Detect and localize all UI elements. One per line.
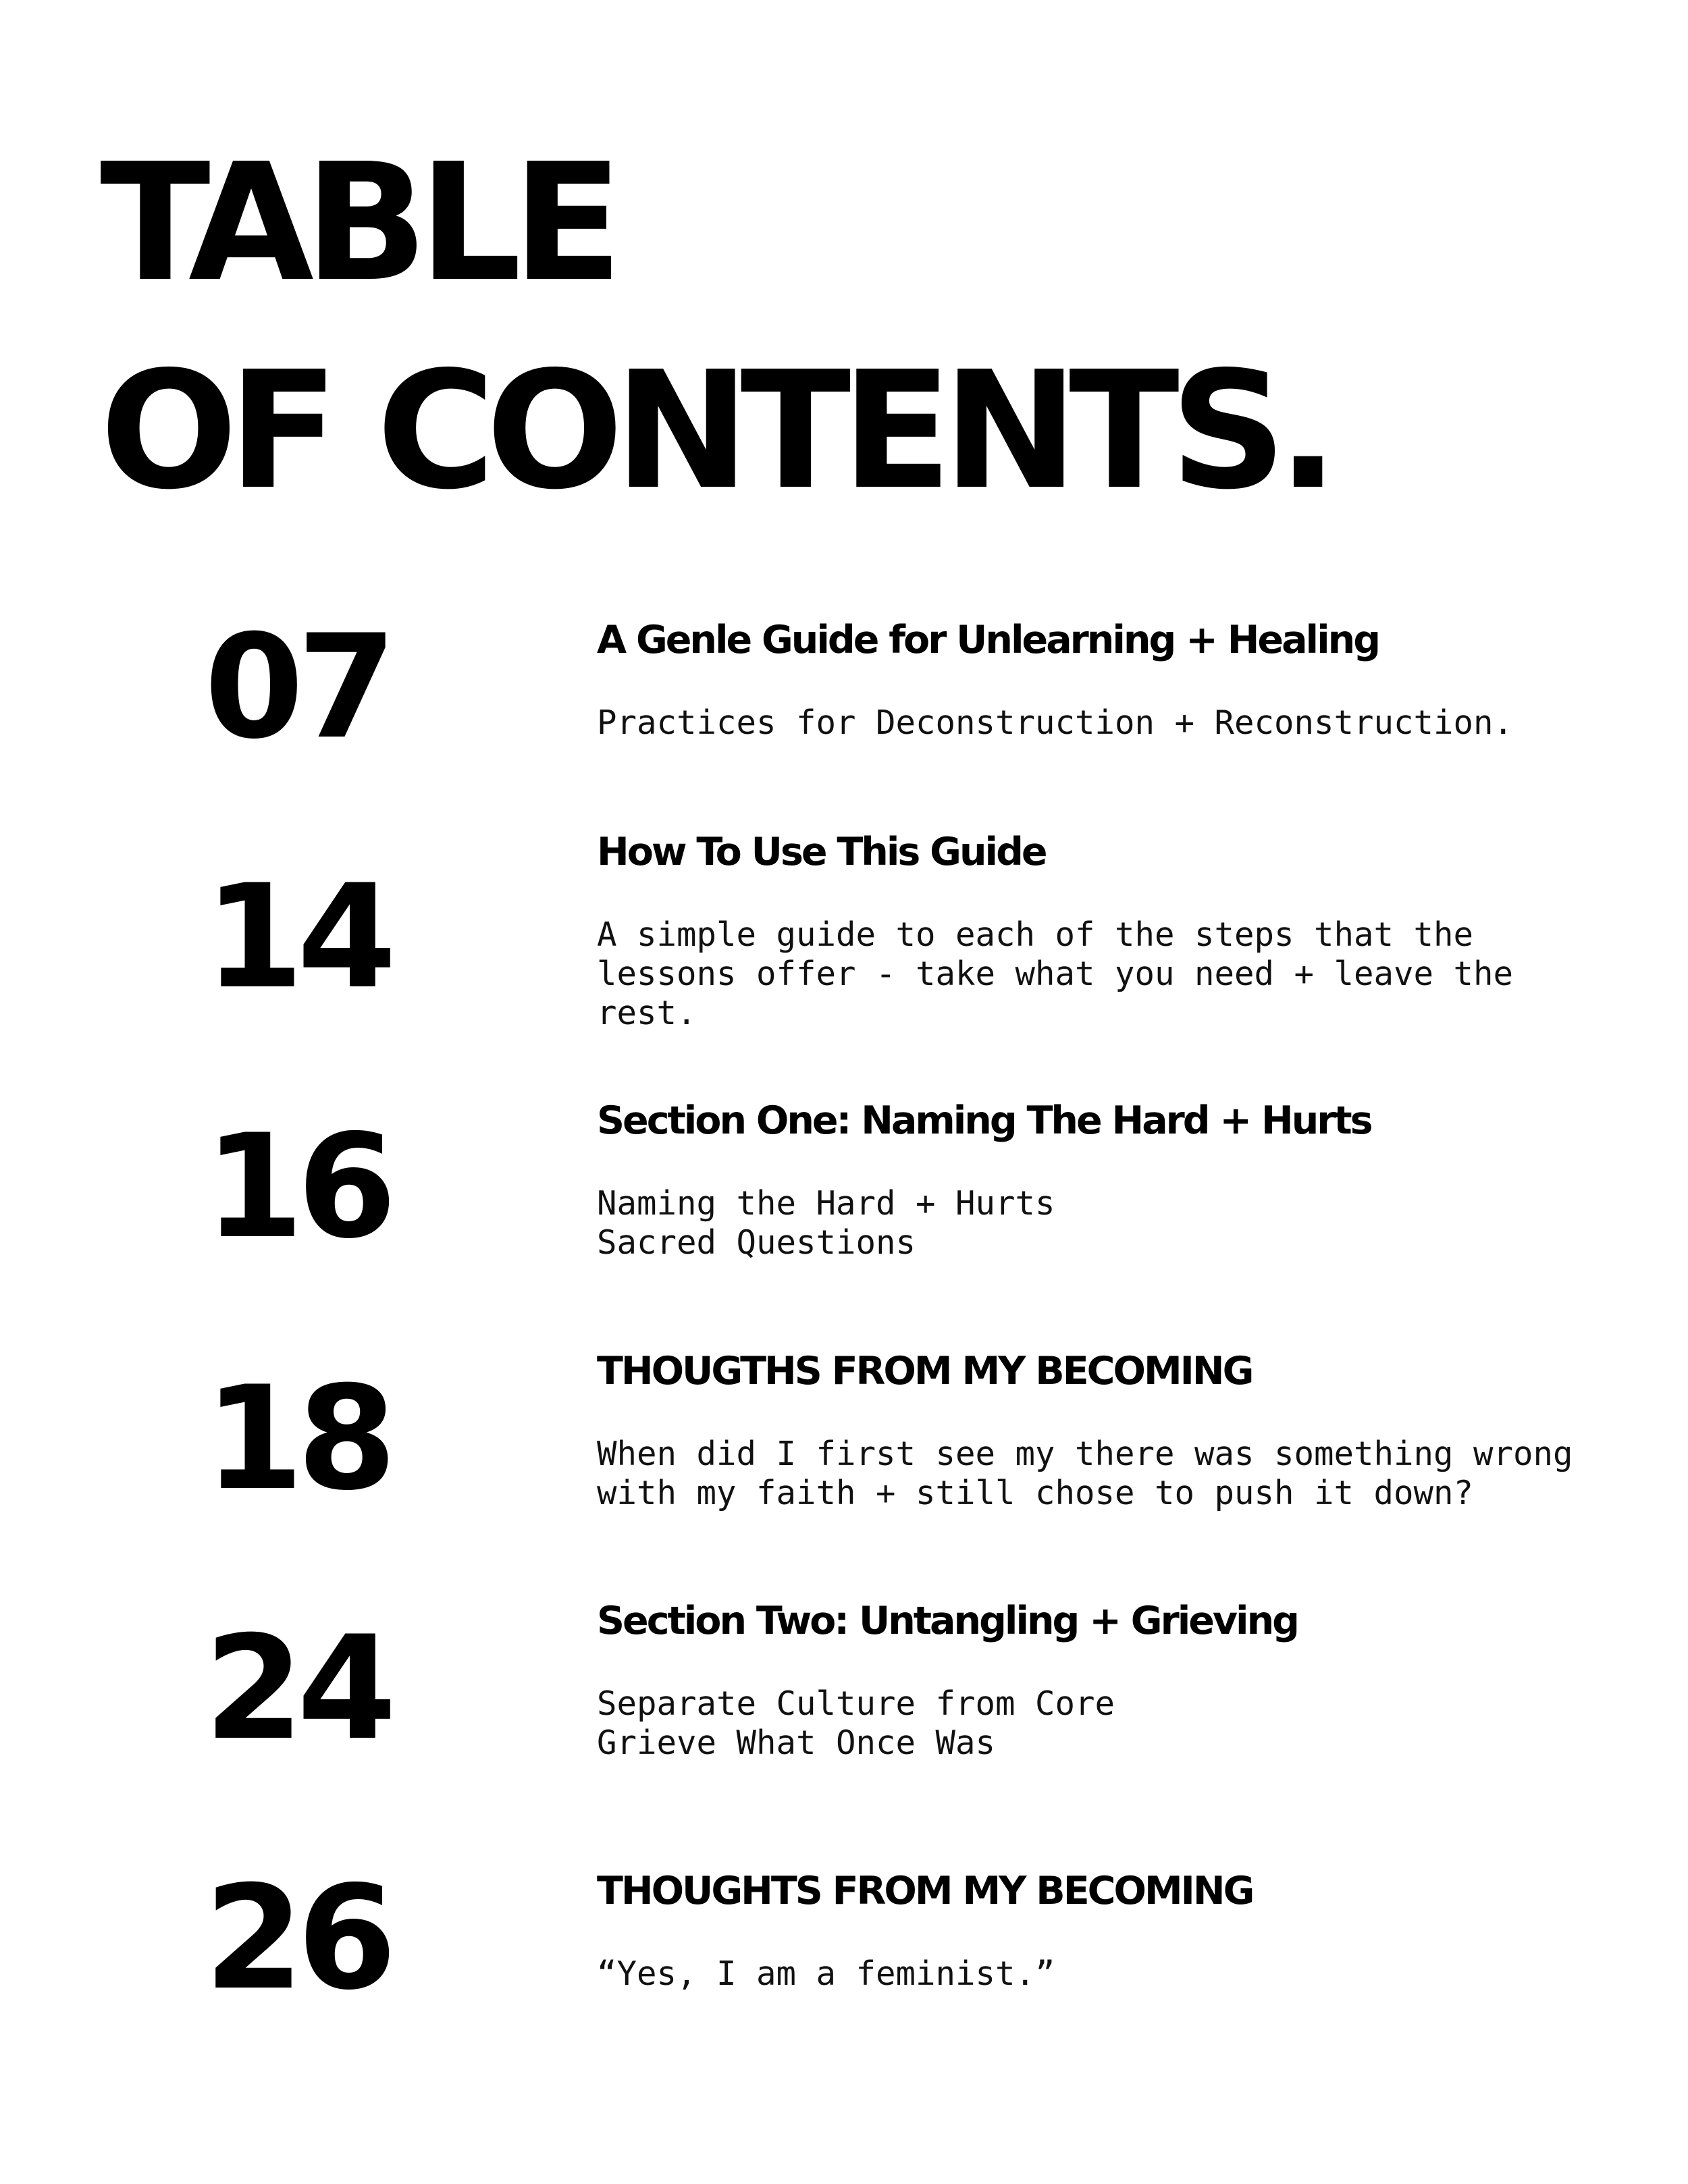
toc-entry-description: Separate Culture from Core Grieve What Once Was: [597, 1684, 1115, 1762]
toc-page-number: 18: [204, 1355, 390, 1522]
toc-entry-heading: How To Use This Guide: [597, 830, 1046, 874]
toc-page-number: 14: [204, 853, 390, 1020]
toc-page-number: 07: [204, 604, 390, 770]
page-title-line-2: OF CONTENTS.: [100, 336, 1329, 525]
toc-entry-description: When did I first see my there was something wrong with my faith + still chose to push it down?: [597, 1435, 1573, 1512]
page-title-line-1: TABLE: [100, 128, 614, 317]
toc-entry-heading: THOUGTHS FROM MY BECOMING: [597, 1349, 1252, 1393]
toc-entry-description: Practices for Deconstruction + Reconstruction.: [597, 703, 1514, 742]
toc-page-number: 16: [204, 1103, 390, 1270]
toc-entry-heading: Section One: Naming The Hard + Hurts: [597, 1098, 1371, 1143]
toc-entry-heading: Section Two: Untangling + Grieving: [597, 1599, 1298, 1643]
toc-entry-heading: A Genle Guide for Unlearning + Healing: [597, 618, 1379, 662]
toc-page-number: 26: [204, 1855, 390, 2021]
toc-entry-description: Naming the Hard + Hurts Sacred Questions: [597, 1184, 1055, 1262]
toc-entry-heading: THOUGHTS FROM MY BECOMING: [597, 1869, 1253, 1913]
toc-entry-description: A simple guide to each of the steps that the lessons offer - take what you need + leave the rest.: [597, 915, 1514, 1032]
toc-entry-description: “Yes, I am a feminist.”: [597, 1954, 1055, 1993]
toc-page-number: 24: [204, 1605, 390, 1772]
